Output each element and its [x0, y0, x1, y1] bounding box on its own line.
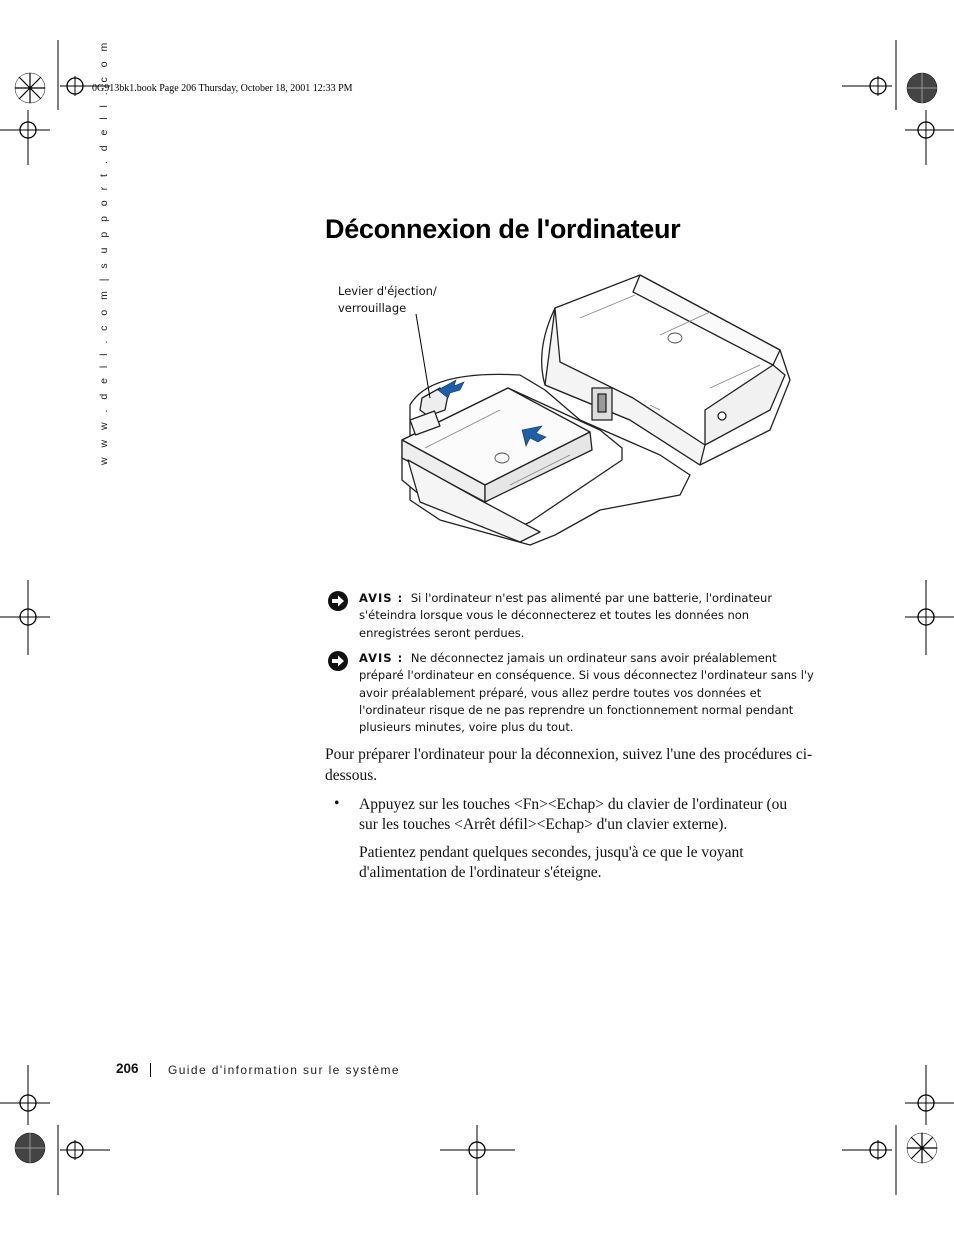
side-url: w w w . d e l l . c o m | s u p p o r t . d e l l . c o m: [98, 39, 110, 465]
notice-1: [327, 590, 817, 642]
notice-label: AVIS :: [359, 651, 404, 665]
notice-text: Si l'ordinateur n'est pas alimenté par une batterie, l'ordinateur s'éteindra lorsque vous le déconnecterez et toutes les données non enregistrées seront perdues.: [359, 591, 773, 640]
notice-text: Ne déconnectez jamais un ordinateur sans avoir préalablement préparé l'ordinateur en conséquence. Si vous déconnectez l'ordinateur sans l'y avoir préalablement préparé, vous allez perdre toutes vos données et l'ordinateur risque de ne pas reprendre un fonctionnement normal pendant plusieurs minutes, voire plus du tout.: [359, 651, 814, 735]
bullet-follow-up: Patientez pendant quelques secondes, jusqu'à ce que le voyant d'alimentation de l'ordinateur s'éteigne.: [359, 844, 744, 881]
notice-label: AVIS :: [359, 591, 404, 605]
bullet-marker: •: [334, 795, 340, 812]
print-header: 0G913bk1.book Page 206 Thursday, October 18, 2001 12:33 PM: [92, 83, 353, 94]
callout-line-1: Levier d'éjection/: [338, 284, 437, 298]
footer-separator: [150, 1063, 151, 1077]
callout-line-2: verrouillage: [338, 301, 407, 315]
page-number: 206: [116, 1061, 139, 1076]
notice-2: [327, 650, 817, 736]
notice-arrow-icon: [327, 650, 349, 672]
page-title: Déconnexion de l'ordinateur: [325, 214, 681, 244]
notice-arrow-icon: [327, 590, 349, 612]
bullet-text: Appuyez sur les touches <Fn><Echap> du clavier de l'ordinateur (ou sur les touches <Arrêt défil><Echap> d'un clavier externe).: [359, 796, 788, 833]
intro-paragraph: Pour préparer l'ordinateur pour la déconnexion, suivez l'une des procédures ci-dessous.: [325, 746, 813, 784]
figure-callout: [338, 283, 437, 317]
footer-doc-title: Guide d'information sur le système: [168, 1063, 400, 1077]
